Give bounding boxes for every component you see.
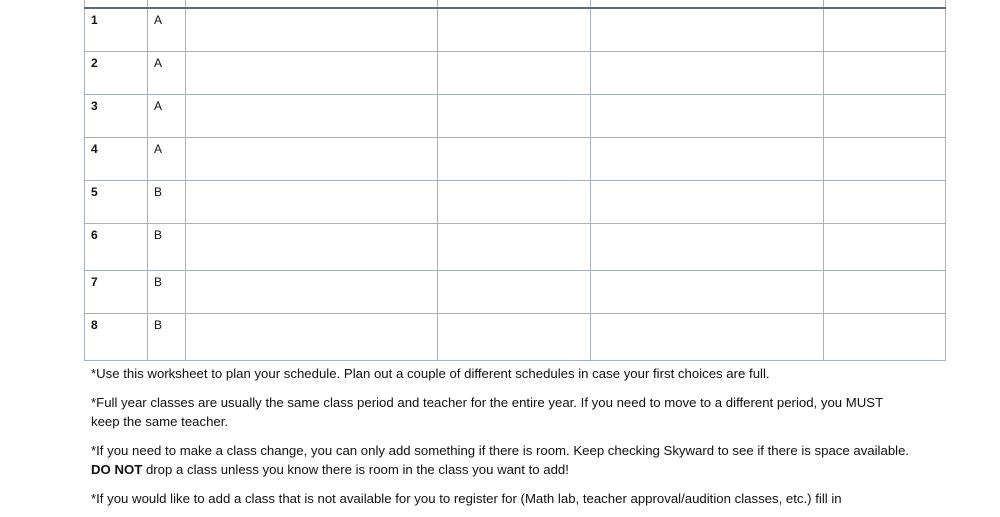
table-row [85, 95, 946, 138]
teacher-cell [438, 181, 591, 224]
table-row [85, 314, 946, 361]
teacher-cell [438, 52, 591, 95]
alternate-cell [591, 181, 824, 224]
note-class-change-text: *If you need to make a class change, you can only add something if there is room. Keep checking Skyward to see if there is space available. [91, 442, 910, 458]
alternate-cell [591, 314, 824, 361]
table-row [85, 224, 946, 271]
note-full-year-classes: *Full year classes are usually the same class period and teacher for the entire year. If you need to move to a different period, you MUST keep the same teacher. [91, 394, 883, 429]
teacher-cell [438, 314, 591, 361]
term-letter: B [148, 271, 186, 314]
note-do-not-emphasis: DO NOT [91, 462, 143, 477]
class-cell [186, 95, 438, 138]
notes-cell [824, 314, 946, 361]
teacher-cell [438, 224, 591, 271]
table-row [85, 8, 946, 52]
class-cell [186, 314, 438, 361]
table-row [85, 271, 946, 314]
term-letter: B [148, 181, 186, 224]
class-cell [186, 224, 438, 271]
class-cell [186, 138, 438, 181]
notes-cell [824, 224, 946, 271]
notes-cell [824, 138, 946, 181]
alternate-cell [591, 224, 824, 271]
table-header-row [85, 0, 946, 8]
table-row [85, 52, 946, 95]
term-letter: A [148, 95, 186, 138]
alternate-cell [591, 52, 824, 95]
period-number: 7 [85, 271, 148, 314]
term-letter: A [148, 52, 186, 95]
teacher-cell [438, 95, 591, 138]
period-number: 8 [85, 314, 148, 361]
note-class-change [91, 441, 911, 480]
class-cell [186, 271, 438, 314]
class-cell [186, 52, 438, 95]
term-letter: B [148, 224, 186, 271]
table-row [85, 138, 946, 181]
table-row [85, 181, 946, 224]
alternate-cell [591, 271, 824, 314]
instructions-notes [91, 364, 911, 517]
period-number: 1 [85, 8, 148, 52]
notes-cell [824, 181, 946, 224]
class-cell [186, 8, 438, 52]
notes-cell [824, 271, 946, 314]
note-plan-schedule: *Use this worksheet to plan your schedule. Plan out a couple of different schedules in case your first choices are full. [91, 366, 770, 381]
alternate-cell [591, 95, 824, 138]
note-add-unavailable-class: *If you would like to add a class that is not available for you to register for (Math lab, teacher approval/audition classes, etc.) fill in [91, 490, 842, 506]
period-number: 2 [85, 52, 148, 95]
teacher-cell [438, 271, 591, 314]
period-number: 4 [85, 138, 148, 181]
period-number: 3 [85, 95, 148, 138]
term-letter: B [148, 314, 186, 361]
note-class-change-text-end: drop a class unless you know there is room in the class you want to add! [142, 462, 569, 477]
teacher-cell [438, 8, 591, 52]
notes-cell [824, 52, 946, 95]
class-cell [186, 181, 438, 224]
term-letter: A [148, 138, 186, 181]
schedule-table [84, 0, 946, 361]
teacher-cell [438, 138, 591, 181]
notes-cell [824, 95, 946, 138]
term-letter: A [148, 8, 186, 52]
period-number: 5 [85, 181, 148, 224]
alternate-cell [591, 8, 824, 52]
alternate-cell [591, 138, 824, 181]
notes-cell [824, 8, 946, 52]
period-number: 6 [85, 224, 148, 271]
